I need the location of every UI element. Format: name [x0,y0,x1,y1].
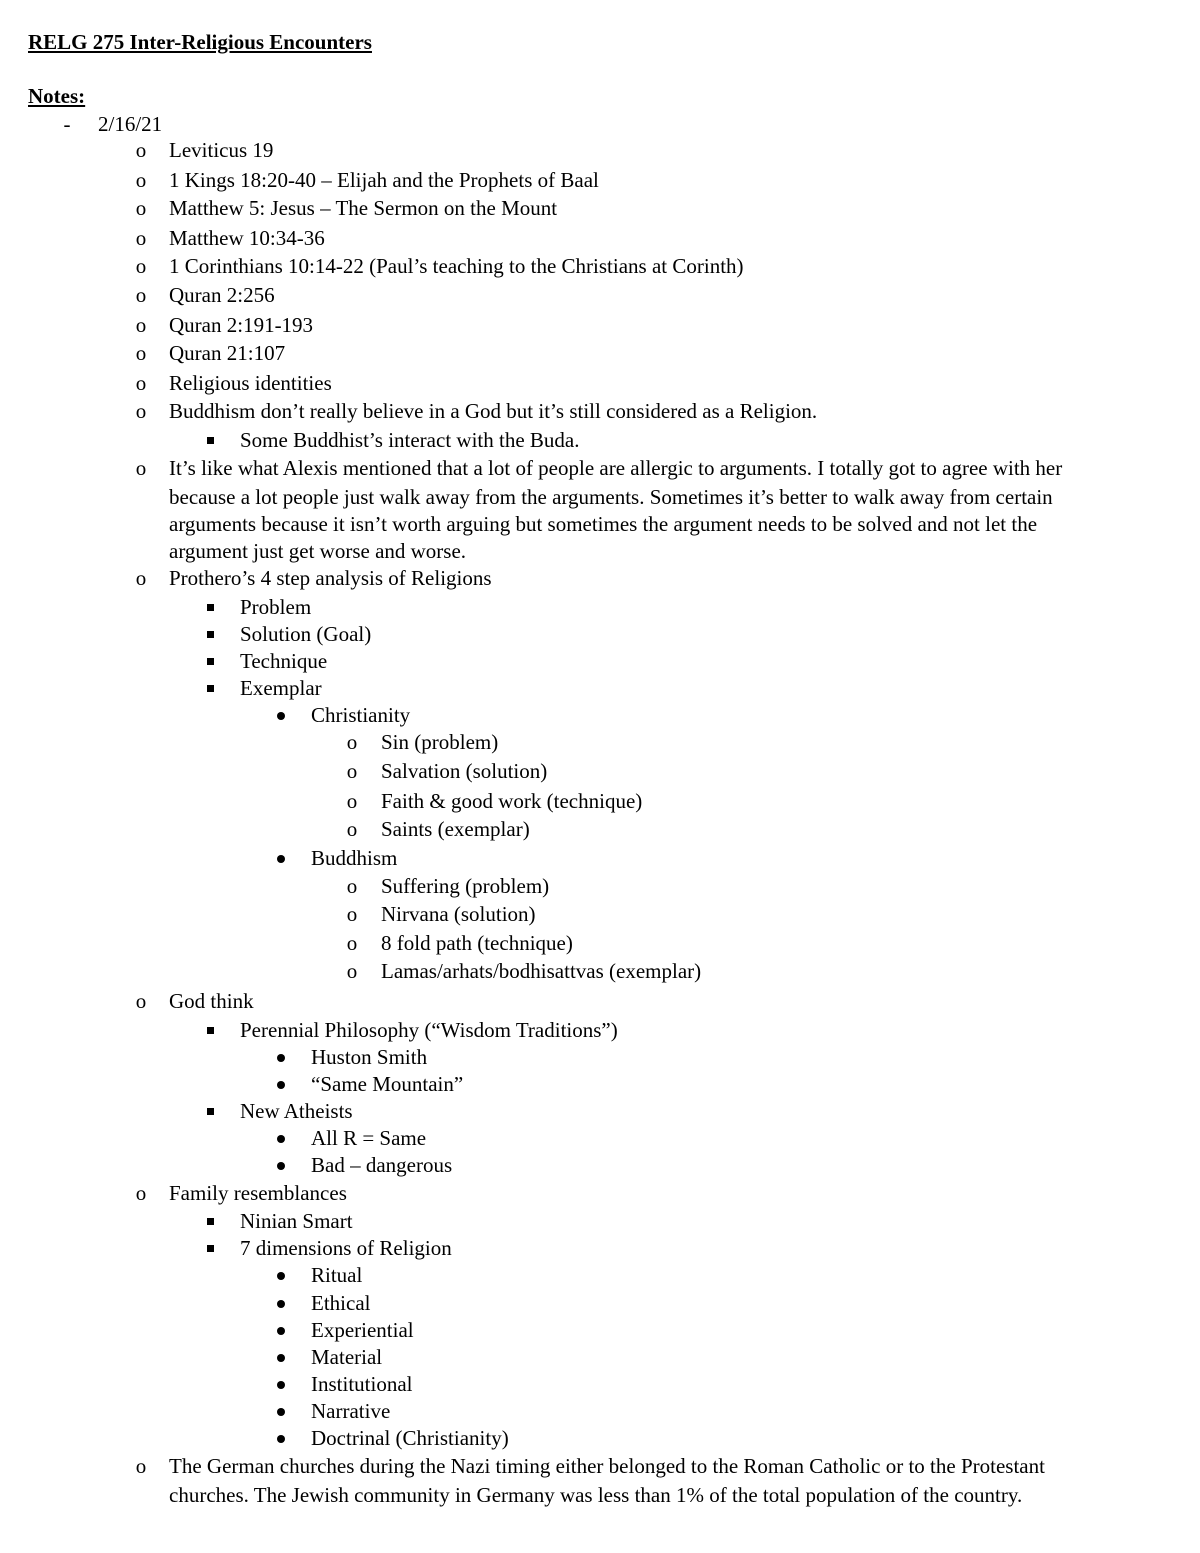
paragraph-line: argument just get worse and worse. [169,539,467,563]
item-text: Lamas/arhats/bodhisattvas (exemplar) [381,959,702,983]
item-text: Narrative [311,1399,391,1423]
item-text: The German churches during the Nazi timing either belonged to the Roman Catholic or to the Protestant [169,1454,1045,1478]
item-text: Nirvana (solution) [381,902,536,926]
square-bullet-icon [200,1208,220,1235]
item-text: Quran 2:256 [169,283,275,307]
circle-marker: o [346,874,358,898]
round-bullet-icon [271,1044,291,1071]
item-text: Ritual [311,1263,363,1287]
item-text: Saints (exemplar) [381,817,530,841]
circle-marker: o [135,399,147,423]
round-bullet-icon [271,1425,291,1452]
circle-marker: o [135,341,147,365]
item-text: New Atheists [240,1099,353,1123]
circle-marker: o [346,931,358,955]
round-bullet-icon [271,1398,291,1425]
circle-marker: o [135,283,147,307]
item-text: It’s like what Alexis mentioned that a lot of people are allergic to arguments. I totally got to agree with her [169,456,1063,480]
square-bullet-icon [200,675,220,702]
item-text: Exemplar [240,676,322,700]
square-bullet-icon [200,427,220,454]
paragraph-line: arguments because it isn’t worth arguing but sometimes the argument needs to be solved and not let the [169,512,1038,536]
item-text: Technique [240,649,328,673]
item-text: 8 fold path (technique) [381,931,573,955]
item-text: Religious identities [169,371,332,395]
circle-marker: o [346,817,358,841]
item-text: Ninian Smart [240,1209,353,1233]
item-text: 1 Corinthians 10:14-22 (Paul’s teaching to the Christians at Corinth) [169,254,744,278]
item-text: Leviticus 19 [169,138,274,162]
item-text: Problem [240,595,312,619]
item-text: Material [311,1345,383,1369]
square-bullet-icon [200,1017,220,1044]
circle-marker: o [135,313,147,337]
item-text: Some Buddhist’s interact with the Buda. [240,428,580,452]
round-bullet-icon [271,1344,291,1371]
item-text: Experiential [311,1318,414,1342]
round-bullet-icon [271,1317,291,1344]
dash-marker: - [63,112,71,136]
circle-marker: o [135,456,147,480]
circle-marker: o [135,254,147,278]
item-text: Faith & good work (technique) [381,789,643,813]
paragraph-line: because a lot people just walk away from the arguments. Sometimes it’s better to walk away from certain [169,485,1053,509]
notes-heading: Notes: [28,84,86,108]
round-bullet-icon [271,1262,291,1289]
item-text: Christianity [311,703,411,727]
round-bullet-icon [271,845,291,872]
round-bullet-icon [271,1371,291,1398]
circle-marker: o [346,730,358,754]
item-text: Solution (Goal) [240,622,372,646]
item-text: Family resemblances [169,1181,347,1205]
circle-marker: o [346,902,358,926]
circle-marker: o [346,759,358,783]
circle-marker: o [135,196,147,220]
square-bullet-icon [200,594,220,621]
circle-marker: o [135,1181,147,1205]
item-text: God think [169,989,254,1013]
item-text: Matthew 10:34-36 [169,226,325,250]
circle-marker: o [135,138,147,162]
page-title: RELG 275 Inter-Religious Encounters [28,30,372,54]
item-text: Perennial Philosophy (“Wisdom Traditions”) [240,1018,618,1042]
circle-marker: o [135,168,147,192]
circle-marker: o [135,1454,147,1478]
circle-marker: o [346,959,358,983]
item-text: Bad – dangerous [311,1153,453,1177]
item-text: Buddhism [311,846,398,870]
date-text: 2/16/21 [98,112,163,136]
circle-marker: o [135,226,147,250]
item-text: Huston Smith [311,1045,428,1069]
item-text: Quran 21:107 [169,341,286,365]
item-text: Quran 2:191-193 [169,313,314,337]
item-text: Sin (problem) [381,730,499,754]
round-bullet-icon [271,1290,291,1317]
round-bullet-icon [271,1152,291,1179]
item-text: 1 Kings 18:20-40 – Elijah and the Prophets of Baal [169,168,599,192]
paragraph-line: churches. The Jewish community in Germany was less than 1% of the total population of the country. [169,1483,1023,1507]
item-text: Ethical [311,1291,371,1315]
round-bullet-icon [271,1071,291,1098]
item-text: Prothero’s 4 step analysis of Religions [169,566,492,590]
item-text: Doctrinal (Christianity) [311,1426,509,1450]
item-text: Institutional [311,1372,413,1396]
square-bullet-icon [200,648,220,675]
round-bullet-icon [271,1125,291,1152]
circle-marker: o [346,789,358,813]
item-text: 7 dimensions of Religion [240,1236,452,1260]
square-bullet-icon [200,1235,220,1262]
item-text: Suffering (problem) [381,874,550,898]
square-bullet-icon [200,1098,220,1125]
circle-marker: o [135,989,147,1013]
circle-marker: o [135,371,147,395]
round-bullet-icon [271,702,291,729]
circle-marker: o [135,566,147,590]
item-text: Salvation (solution) [381,759,548,783]
item-text: All R = Same [311,1126,427,1150]
item-text: Matthew 5: Jesus – The Sermon on the Mount [169,196,558,220]
square-bullet-icon [200,621,220,648]
item-text: “Same Mountain” [311,1072,464,1096]
item-text: Buddhism don’t really believe in a God but it’s still considered as a Religion. [169,399,818,423]
